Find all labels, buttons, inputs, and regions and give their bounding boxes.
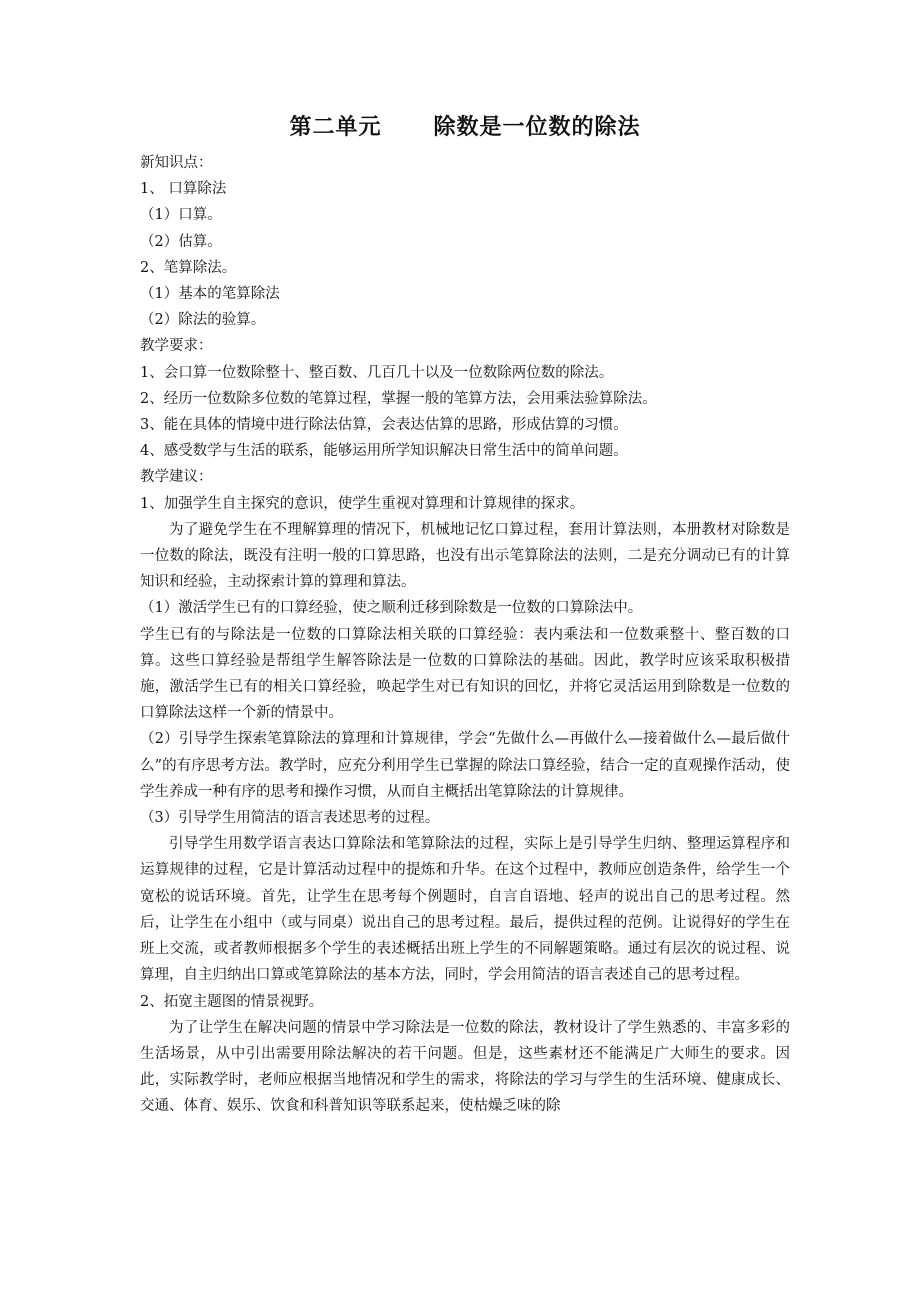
section-heading-teaching-suggestions: 教学建议： — [140, 469, 213, 486]
list-item: （2）估算。 — [140, 233, 222, 250]
list-item: 1、 口算除法 — [140, 181, 227, 198]
document-title: 第二单元 除数是一位数的除法 — [289, 114, 641, 140]
list-item: （3）引导学生用简洁的语言表述思考的过程。 — [140, 810, 440, 827]
paragraph: 为了避免学生在不理解算理的情况下，机械地记忆口算过程，套用计算法则，本册教材对除数是一位数的除法，既没有注明一般的口算思路，也没有出示笔算除法的法则，二是充分调动已有的计算知识和经验，主动探索计算的算理和算法。 — [140, 521, 790, 591]
list-item: （1）激活学生已有的口算经验，使之顺利迁移到除数是一位数的口算除法中。 — [140, 600, 643, 617]
paragraph: 学生已有的与除法是一位数的口算除法相关联的口算经验：表内乘法和一位数乘整十、整百数的口算。这些口算经验是帮组学生解答除法是一位数的口算除法的基础。因此，教学时应该采取积极措施，激活学生已有的相关口算经验，唤起学生对已有知识的回忆，并将它灵活运用到除数是一位数的口算除法这样一个新的情景中。 — [140, 626, 790, 722]
section-heading-teaching-requirements: 教学要求： — [140, 338, 213, 355]
list-item: （2）除法的验算。 — [140, 312, 266, 329]
list-item: （2）引导学生探索笔算除法的算理和计算规律，学会“先做什么—再做什么—接着做什么—最后做什么”的有序思考方法。教学时，应充分利用学生已掌握的除法口算经验，结合一定的直观操作活动，使学生养成一种有序的思考和操作习惯，从而自主概括出笔算除法的计算规律。 — [140, 731, 790, 800]
list-item: 1、加强学生自主探究的意识，使学生重视对算理和计算规律的探求。 — [140, 495, 585, 512]
list-item: 3、能在具体的情境中进行除法估算，会表达估算的思路，形成估算的习惯。 — [140, 417, 628, 434]
list-item: 2、拓宽主题图的情景视野。 — [140, 993, 324, 1010]
list-item: 2、经历一位数除多位数的笔算过程，掌握一般的笔算方法，会用乘法验算除法。 — [140, 390, 657, 407]
paragraph: 引导学生用数学语言表达口算除法和笔算除法的过程，实际上是引导学生归纳、整理运算程序和运算规律的过程，它是计算活动过程中的提炼和升华。在这个过程中，教师应创造条件，给学生一个宽松的说话环境。首先，让学生在思考每个例题时，自言自语地、轻声的说出自己的思考过程。然后，让学生在小组中（或与同桌）说出自己的思考过程。最后，提供过程的范例。让说得好的学生在班上交流，或者教师根据多个学生的表述概括出班上学生的不同解题策略。通过有层次的说过程、说算理，自主归纳出口算或笔算除法的基本方法，同时，学会用简洁的语言表述自己的思考过程。 — [140, 836, 790, 984]
list-item: 1、会口算一位数除整十、整百数、几百几十以及一位数除两位数的除法。 — [140, 364, 614, 381]
list-item: （1）口算。 — [140, 207, 222, 224]
list-item: （1）基本的笔算除法 — [140, 286, 280, 303]
paragraph: 为了让学生在解决问题的情景中学习除法是一位数的除法，教材设计了学生熟悉的、丰富多彩的生活场景，从中引出需要用除法解决的若干问题。但是，这些素材还不能满足广大师生的要求。因此，实际教学时，老师应根据当地情况和学生的需求，将除法的学习与学生的生活环境、健康成长、交通、体育、娱乐、饮食和科普知识等联系起来，使枯燥乏味的除 — [140, 1019, 790, 1115]
list-item: 4、感受数学与生活的联系，能够运用所学知识解决日常生活中的简单问题。 — [140, 443, 628, 460]
list-item: 2、笔算除法。 — [140, 259, 237, 276]
section-heading-new-knowledge: 新知识点： — [140, 155, 213, 171]
document-page — [140, 110, 790, 1120]
